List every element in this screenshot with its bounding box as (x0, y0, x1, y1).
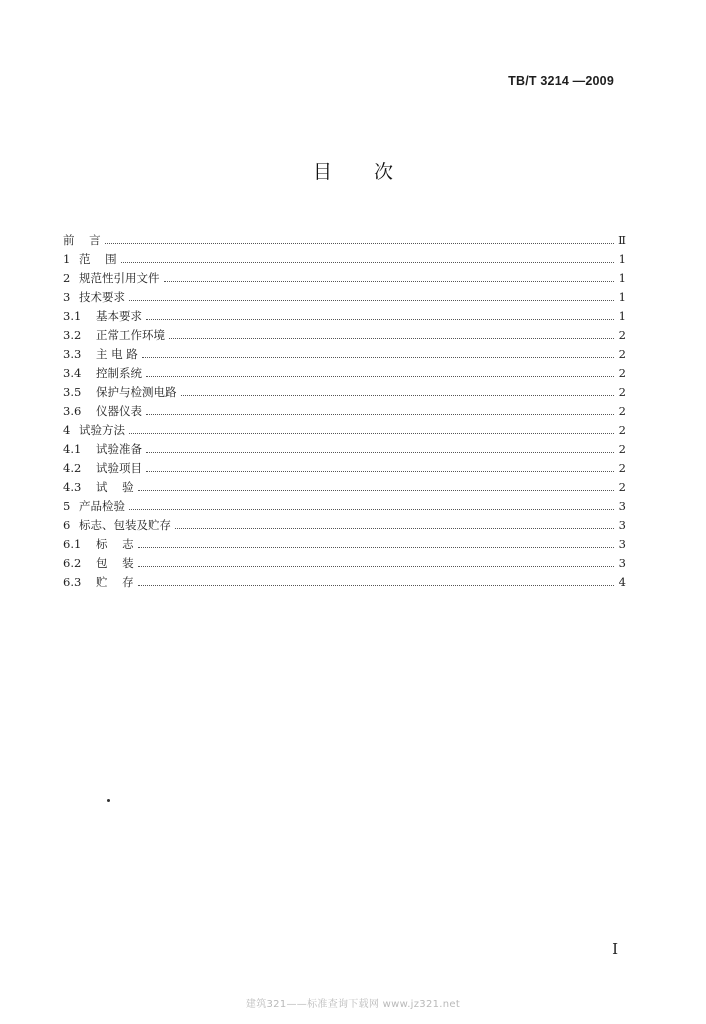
toc-entry-label: 主 电 路 (96, 347, 138, 361)
toc-entry-number: 4.3 (63, 480, 82, 494)
toc-entry-label: 仪器仪表 (96, 404, 142, 418)
toc-dot-leader (164, 280, 615, 282)
toc-entry-label: 试验准备 (96, 442, 142, 456)
toc-entry-label: 前 言 (63, 233, 101, 247)
toc-entry-label: 标志、包装及贮存 (79, 518, 171, 532)
toc-entry-number: 3.6 (63, 404, 82, 418)
toc-entry-page: 2 (618, 385, 626, 399)
page-number: I (612, 940, 618, 958)
toc-entry-page: 2 (618, 404, 626, 418)
toc-dot-leader (146, 470, 614, 472)
toc-entry-number: 6.3 (63, 575, 82, 589)
toc-entry[interactable] (63, 305, 626, 324)
toc-entry-label: 范 围 (79, 252, 117, 266)
toc-dot-leader (181, 394, 615, 396)
toc-entry-number: 4 (63, 423, 71, 437)
toc-entry-label: 试验项目 (96, 461, 142, 475)
toc-entry-number: 3.4 (63, 366, 82, 380)
toc-entry-page: 2 (618, 366, 626, 380)
toc-entry-page: 2 (618, 328, 626, 342)
toc-entry-page: 3 (618, 537, 626, 551)
toc-entry[interactable] (63, 362, 626, 381)
toc-entry[interactable] (63, 267, 626, 286)
toc-entry-label: 包 装 (96, 556, 134, 570)
toc-dot-leader (146, 413, 614, 415)
toc-entry-page: 4 (618, 575, 626, 589)
toc-dot-leader (129, 508, 614, 510)
toc-entry-label: 正常工作环境 (96, 328, 165, 342)
toc-entry[interactable] (63, 343, 626, 362)
toc-entry-number: 5 (63, 499, 71, 513)
toc-entry-page: 3 (618, 499, 626, 513)
toc-entry-number: 3.3 (63, 347, 82, 361)
watermark-text: 建筑321——标准查询下载网 www.jz321.net (245, 999, 461, 1010)
scan-speck (107, 799, 110, 802)
toc-dot-leader (129, 432, 614, 434)
toc-entry[interactable] (63, 438, 626, 457)
toc-dot-leader (138, 584, 614, 586)
toc-entry[interactable] (63, 286, 626, 305)
toc-entry-page: 1 (618, 290, 626, 304)
toc-entry-number: 4.2 (63, 461, 82, 475)
toc-entry[interactable] (63, 324, 626, 343)
toc-entry[interactable] (63, 400, 626, 419)
toc-entry[interactable] (63, 457, 626, 476)
toc-entry-label: 贮 存 (96, 575, 134, 589)
toc-dot-leader (142, 356, 614, 358)
toc-entry-number: 3.5 (63, 385, 82, 399)
toc-entry[interactable] (63, 381, 626, 400)
toc-entry-label: 保护与检测电路 (96, 385, 177, 399)
toc-entry-page: 2 (618, 480, 626, 494)
toc-entry-number: 1 (63, 252, 71, 266)
toc-entry-number: 2 (63, 271, 71, 285)
toc-entry[interactable] (63, 419, 626, 438)
toc-entry[interactable] (63, 552, 626, 571)
toc-dot-leader (138, 489, 614, 491)
toc-entry-number: 6.1 (63, 537, 82, 551)
toc-dot-leader (146, 375, 614, 377)
toc-entry-page: 2 (618, 442, 626, 456)
toc-entry-page: 3 (618, 518, 626, 532)
toc-dot-leader (169, 337, 614, 339)
toc-entry-page: 1 (618, 252, 626, 266)
toc-entry[interactable] (63, 248, 626, 267)
toc-entry-label: 基本要求 (96, 309, 142, 323)
table-of-contents (63, 229, 626, 590)
toc-entry-label: 试验方法 (79, 423, 125, 437)
toc-entry-number: 3.2 (63, 328, 82, 342)
toc-entry[interactable] (63, 229, 626, 248)
toc-dot-leader (129, 299, 614, 301)
standard-code: TB/T 3214 —2009 (508, 74, 614, 88)
toc-entry-label: 规范性引用文件 (79, 271, 160, 285)
toc-dot-leader (121, 261, 614, 263)
toc-title: 目次 (312, 161, 435, 183)
toc-entry-number: 3.1 (63, 309, 82, 323)
toc-dot-leader (105, 242, 614, 244)
toc-entry-page: 2 (618, 423, 626, 437)
toc-entry-page: 1 (618, 309, 626, 323)
toc-entry-page: 1 (618, 271, 626, 285)
toc-dot-leader (138, 565, 614, 567)
toc-dot-leader (146, 451, 614, 453)
toc-entry-page: 3 (618, 556, 626, 570)
toc-entry[interactable] (63, 533, 626, 552)
toc-entry[interactable] (63, 476, 626, 495)
toc-entry-number: 6 (63, 518, 71, 532)
toc-dot-leader (175, 527, 614, 529)
toc-entry-label: 产品检验 (79, 499, 125, 513)
toc-entry-label: 标 志 (96, 537, 134, 551)
toc-dot-leader (138, 546, 614, 548)
toc-entry-number: 4.1 (63, 442, 82, 456)
toc-entry-label: 试 验 (96, 480, 134, 494)
toc-entry-page: 2 (618, 347, 626, 361)
toc-entry-label: 控制系统 (96, 366, 142, 380)
toc-entry-number: 6.2 (63, 556, 82, 570)
toc-entry-page: 2 (618, 461, 626, 475)
toc-dot-leader (146, 318, 614, 320)
toc-entry[interactable] (63, 495, 626, 514)
toc-entry-number: 3 (63, 290, 71, 304)
toc-entry[interactable] (63, 571, 626, 590)
toc-entry-label: 技术要求 (79, 290, 125, 304)
toc-entry[interactable] (63, 514, 626, 533)
toc-entry-page: Ⅱ (618, 233, 626, 247)
